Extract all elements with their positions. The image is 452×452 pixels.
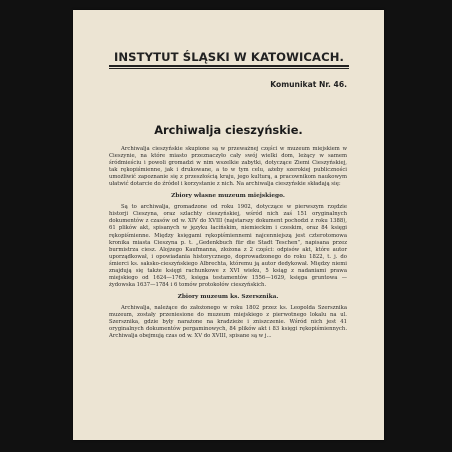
section-heading: Zbiory własne muzeum miejskiego.	[171, 193, 285, 200]
header-rule-thin	[109, 68, 349, 69]
section-paragraph: Są to archiwalja, gromadzone od roku 1902, dotyczące w pierwszym rzędzie historji Cieszyna, oraz szlachty cieszyńskiej, wśród nich zaś 151 oryginalnych dokumentów z czasów od w. XIV do XVIII (najstarszy dokument pochodzi z roku 1388), 61 plików akt, spisanych w języku łacińskim, niemieckim i czeskim, oraz 84 księgi rękopiśmienne. Między księgami rękopiśmiennemi najcenniejszą jest czterotomowa kronika miasta Cieszyna p. t. „Gedenkbuch für die Stadt Teschen”, napisana przez burmistrza ciesz. Alojzego Kaufmanna, złożona z 2 części: odpisów akt, które autor uporządkował, i opowiadania historycznego, doprowadzonego do roku 1822, t. j. do śmierci ks. saksko-cieszyńskiego Albrechta, któremu ją autor dedykował. Między niemi znajdują się także księgi rachunkowe z XVI wieku, 5 ksiąg z nadaniami prawa miejskiego od 1624—1765, księga testamentów 1556—1629, księga gruntowa — żydowska 1637—1784 i 6 tomów protokołów cieszyńskich.	[109, 204, 347, 288]
document-title: Archiwalja cieszyńskie.	[154, 123, 303, 137]
section-paragraph: Archiwalja, należące do założonego w roku 1802 przez ks. Leopolda Szersznika muzeum, zostały przeniesione do muzeum miejskiego z pierwotnego lokalu na ul. Szersznika, gdzie były narażone na kradzieże i zniszczenie. Wśród nich jest 41 oryginalnych dokumentów pergaminowych, 84 plików akt i 83 księgi rękopiśmiennych. Archiwalja obejmują czas od w. XV do XVIII, spisane są w j...	[109, 304, 347, 340]
header-rule-thick	[109, 65, 349, 67]
communique-number: Komunikat Nr. 46.	[270, 80, 347, 89]
intro-paragraph: Archiwalja cieszyńskie skupione są w przeważnej części w muzeum miejskiem w Cieszynie, na które miasto przeznaczyło cały swój wielki dom, leżący w samem śródmieściu i powoli gromadzi w nim wszelkie zabytki, dotyczące Ziemi Cieszyńskiej, tak rękopiśmienne, jak i drukowane, a to w tym celu, ażeby szerokiej publiczności umożliwić zapoznanie się z przeszłością kraju, jego kulturą, a pracownikom naukowym ułatwić dotarcie do źródeł i korzystanie z nich. Na archiwalja cieszyńskie składają się:	[109, 146, 347, 188]
document-page	[73, 10, 384, 440]
document-body	[109, 146, 347, 340]
section-heading: Zbiory muzeum ks. Szersznika.	[177, 293, 279, 300]
institute-header: INSTYTUT ŚLĄSKI W KATOWICACH.	[113, 50, 345, 64]
